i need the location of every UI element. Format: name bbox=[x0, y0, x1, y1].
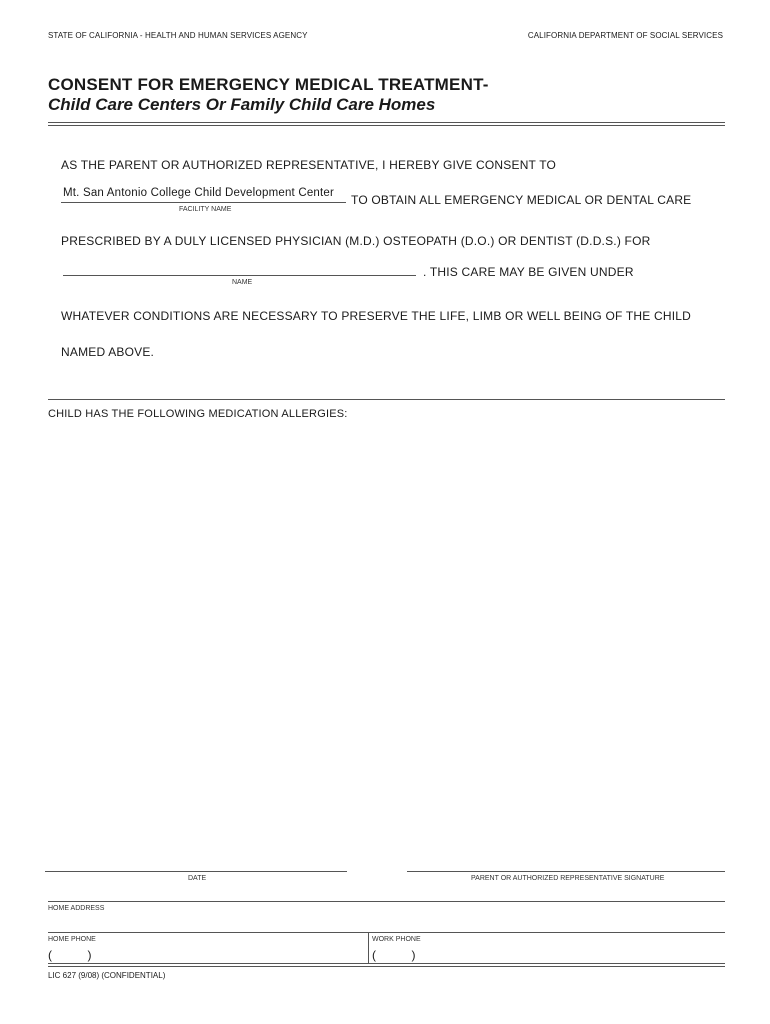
consent-intro: AS THE PARENT OR AUTHORIZED REPRESENTATIVE, I HEREBY GIVE CONSENT TO bbox=[61, 158, 557, 172]
signature-line[interactable] bbox=[407, 871, 725, 872]
child-name-field[interactable] bbox=[63, 262, 416, 276]
consent-after-facility: TO OBTAIN ALL EMERGENCY MEDICAL OR DENTAL CARE bbox=[351, 193, 692, 207]
agency-right: CALIFORNIA DEPARTMENT OF SOCIAL SERVICES bbox=[527, 31, 723, 40]
footer-divider-top bbox=[48, 963, 725, 964]
date-line[interactable] bbox=[45, 871, 347, 872]
home-address-label: HOME ADDRESS bbox=[48, 905, 105, 912]
allergies-divider bbox=[48, 399, 725, 400]
home-phone-field[interactable]: ( ) bbox=[48, 948, 92, 962]
allergies-label: CHILD HAS THE FOLLOWING MEDICATION ALLERGIES: bbox=[48, 408, 348, 420]
home-address-line[interactable] bbox=[48, 901, 725, 902]
form-title: CONSENT FOR EMERGENCY MEDICAL TREATMENT- bbox=[48, 75, 489, 94]
footer-divider-bottom bbox=[48, 966, 725, 967]
work-phone-label: WORK PHONE bbox=[372, 936, 421, 943]
phone-divider bbox=[368, 932, 369, 964]
title-divider-bottom bbox=[48, 125, 725, 126]
allergies-text-area[interactable] bbox=[48, 428, 725, 858]
consent-prescribed: PRESCRIBED BY A DULY LICENSED PHYSICIAN (M.D.) OSTEOPATH (D.O.) OR DENTIST (D.D.S.) FOR bbox=[61, 234, 651, 248]
child-name-label: NAME bbox=[232, 279, 253, 286]
facility-name-field[interactable] bbox=[61, 187, 346, 202]
consent-named-above: NAMED ABOVE. bbox=[61, 345, 155, 359]
child-name-underline bbox=[63, 275, 416, 276]
facility-name-underline bbox=[61, 202, 346, 203]
consent-conditions: WHATEVER CONDITIONS ARE NECESSARY TO PRESERVE THE LIFE, LIMB OR WELL BEING OF THE CHILD bbox=[61, 309, 691, 323]
agency-left: STATE OF CALIFORNIA - HEALTH AND HUMAN SERVICES AGENCY bbox=[48, 31, 308, 40]
home-phone-label: HOME PHONE bbox=[48, 936, 96, 943]
facility-name-label: FACILITY NAME bbox=[179, 206, 232, 213]
consent-after-name: . THIS CARE MAY BE GIVEN UNDER bbox=[423, 265, 634, 279]
form-subtitle: Child Care Centers Or Family Child Care Homes bbox=[48, 95, 436, 114]
facility-name-value: Mt. San Antonio College Child Development Center bbox=[63, 187, 335, 199]
work-phone-field[interactable]: ( ) bbox=[372, 948, 416, 962]
title-divider-top bbox=[48, 122, 725, 123]
date-label: DATE bbox=[188, 875, 207, 882]
signature-label: PARENT OR AUTHORIZED REPRESENTATIVE SIGNATURE bbox=[471, 875, 665, 882]
form-id: LIC 627 (9/08) (CONFIDENTIAL) bbox=[48, 971, 166, 980]
phone-line bbox=[48, 932, 725, 933]
